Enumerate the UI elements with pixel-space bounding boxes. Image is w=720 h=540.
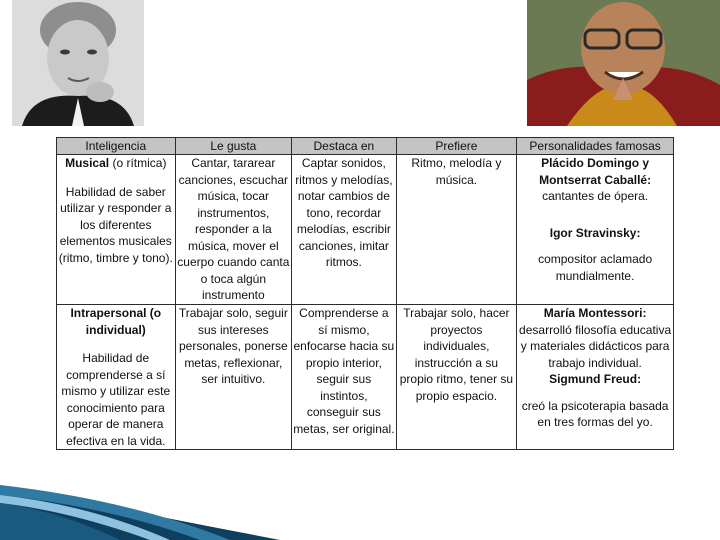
category-subname: (o rítmica) xyxy=(112,156,167,170)
table-row xyxy=(57,305,674,450)
excels-cell: Comprenderse a sí mismo, enfocarse hacia su propio interior, seguir sus instintos, conseguir sus metas, ser original. xyxy=(292,305,397,450)
decorative-swoosh xyxy=(0,445,720,540)
excels-cell: Captar sonidos, ritmos y melodías, notar cambios de tono, recordar melodías, escribir canciones, imitar ritmos. xyxy=(292,155,397,305)
famous-name: Sigmund Freud: xyxy=(549,372,642,386)
header-likes: Le gusta xyxy=(175,138,292,155)
intelligence-table xyxy=(56,137,674,450)
table-header-row xyxy=(57,138,674,155)
portrait-photo-left xyxy=(12,0,144,126)
likes-cell: Trabajar solo, seguir sus intereses personales, ponerse metas, reflexionar, ser intuitivo. xyxy=(175,305,292,450)
category-name: Intrapersonal (o individual) xyxy=(70,306,162,337)
table-row xyxy=(57,155,674,305)
header-famous: Personalidades famosas xyxy=(517,138,674,155)
portrait-photo-right xyxy=(527,0,720,126)
prefers-cell: Trabajar solo, hacer proyectos individuales, instrucción a su propio ritmo, tener su propio espacio. xyxy=(396,305,517,450)
famous-name: Igor Stravinsky: xyxy=(549,225,641,240)
intelligence-cell xyxy=(57,305,176,450)
header-prefers: Prefiere xyxy=(396,138,517,155)
famous-description: creó la psicoterapia basada en tres formas del yo. xyxy=(521,398,669,429)
header-excels: Destaca en xyxy=(292,138,397,155)
famous-cell xyxy=(517,155,674,305)
intelligence-cell xyxy=(57,155,176,305)
famous-name: Plácido Domingo y Montserrat Caballé: xyxy=(539,156,652,187)
prefers-cell: Ritmo, melodía y música. xyxy=(396,155,517,305)
header-intelligence: Inteligencia xyxy=(57,138,176,155)
famous-description: desarrolló filosofía educativa y materiales didácticos para trabajo individual. xyxy=(519,322,672,370)
category-description: Habilidad de saber utilizar y responder a los diferentes elementos musicales (ritmo, timbre y tono). xyxy=(58,184,173,265)
famous-description: cantantes de ópera. xyxy=(542,189,649,203)
famous-cell xyxy=(517,305,674,450)
category-description: Habilidad de comprenderse a sí mismo y utilizar este conocimiento para operar de manera efectiva en la vida. xyxy=(61,351,171,448)
famous-description: compositor aclamado mundialmente. xyxy=(538,252,653,283)
likes-cell: Cantar, tararear canciones, escuchar música, tocar instrumentos, responder a la música, mover el cuerpo cuando canta o toca algún instrumento xyxy=(175,155,292,305)
famous-name: María Montessori: xyxy=(543,306,647,320)
category-name: Musical xyxy=(65,156,110,170)
